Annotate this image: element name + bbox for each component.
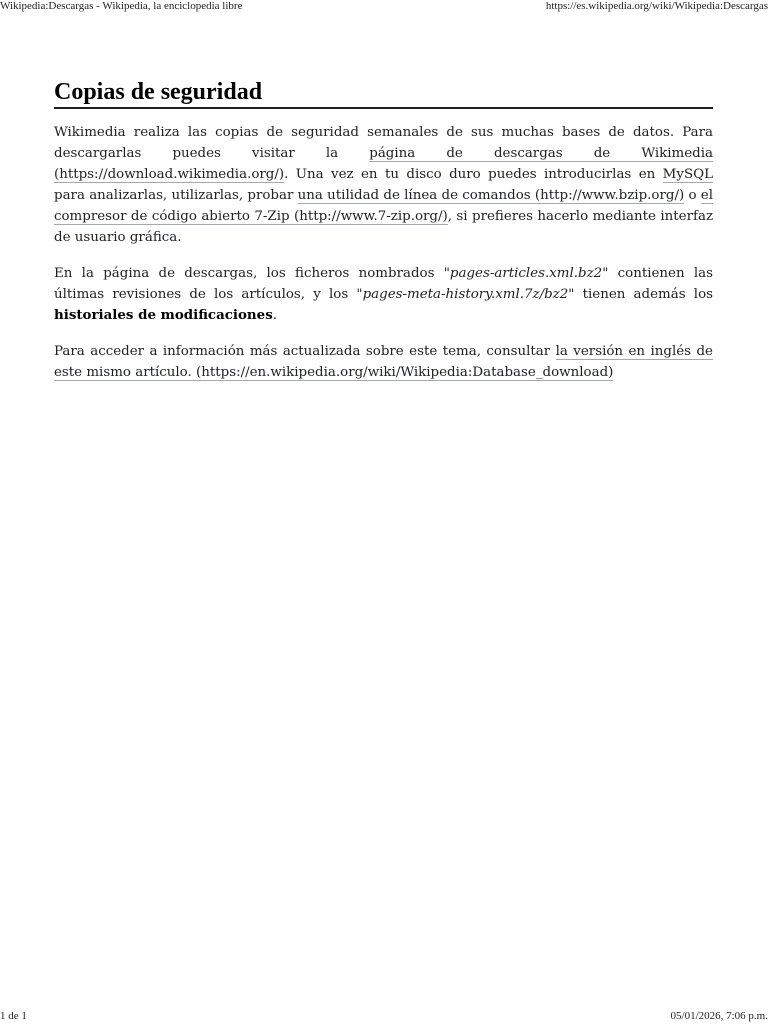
page-count: 1 de 1: [0, 1010, 27, 1022]
p1-text-1: Wikimedia realiza las copias de seguridad semanales de sus muchas bases de datos. Para descargarlas puedes visitar la: [54, 125, 713, 161]
print-url: https://es.wikipedia.org/wiki/Wikipedia:Descargas: [545, 0, 768, 12]
paragraph-files: [54, 263, 713, 326]
7zip-link[interactable]: el compresor de código abierto 7-Zip (http://www.7-zip.org/): [54, 188, 713, 224]
section-heading: Copias de seguridad: [54, 78, 713, 109]
p2-text-3: " tienen además los: [568, 287, 713, 302]
file-name-history: pages-meta-history.xml.7z/bz2: [362, 287, 569, 302]
print-footer: [0, 1009, 768, 1023]
p2-text-4: .: [272, 308, 277, 323]
print-datetime: 05/01/2026, 7:06 p.m.: [670, 1010, 768, 1022]
bzip-link[interactable]: una utilidad de línea de comandos (http://www.bzip.org/): [297, 188, 685, 203]
p2-text-1: En la página de descargas, los ficheros nombrados ": [54, 266, 450, 281]
p3-text-1: Para acceder a información más actualizada sobre este tema, consultar: [54, 344, 556, 359]
article-content: [54, 78, 713, 383]
file-name-articles: pages-articles.xml.bz2: [449, 266, 603, 281]
mysql-link[interactable]: MySQL: [662, 167, 713, 182]
p1-text-3: para analizarlas, utilizarlas, probar: [54, 188, 298, 203]
paragraph-backups: [54, 122, 713, 248]
wikimedia-downloads-link[interactable]: página de descargas de Wikimedia (https://download.wikimedia.org/): [54, 146, 713, 182]
paragraph-english-version: [54, 341, 713, 383]
p2-text-2: " contienen las últimas revisiones de los artículos, y los ": [54, 266, 713, 302]
print-page-title: Wikipedia:Descargas - Wikipedia, la enciclopedia libre: [0, 0, 243, 12]
edit-history-bold: historiales de modificaciones: [54, 307, 273, 323]
p1-text-5: , si prefieres hacerlo mediante interfaz de usuario gráfica.: [54, 209, 713, 245]
p1-text-4: o: [684, 188, 701, 203]
english-version-link[interactable]: la versión en inglés de este mismo artículo. (https://en.wikipedia.org/wiki/Wikipedia:Database_download): [54, 344, 713, 380]
print-header: [0, 0, 768, 14]
p1-text-2: . Una vez en tu disco duro puedes introducirlas en: [284, 167, 663, 182]
